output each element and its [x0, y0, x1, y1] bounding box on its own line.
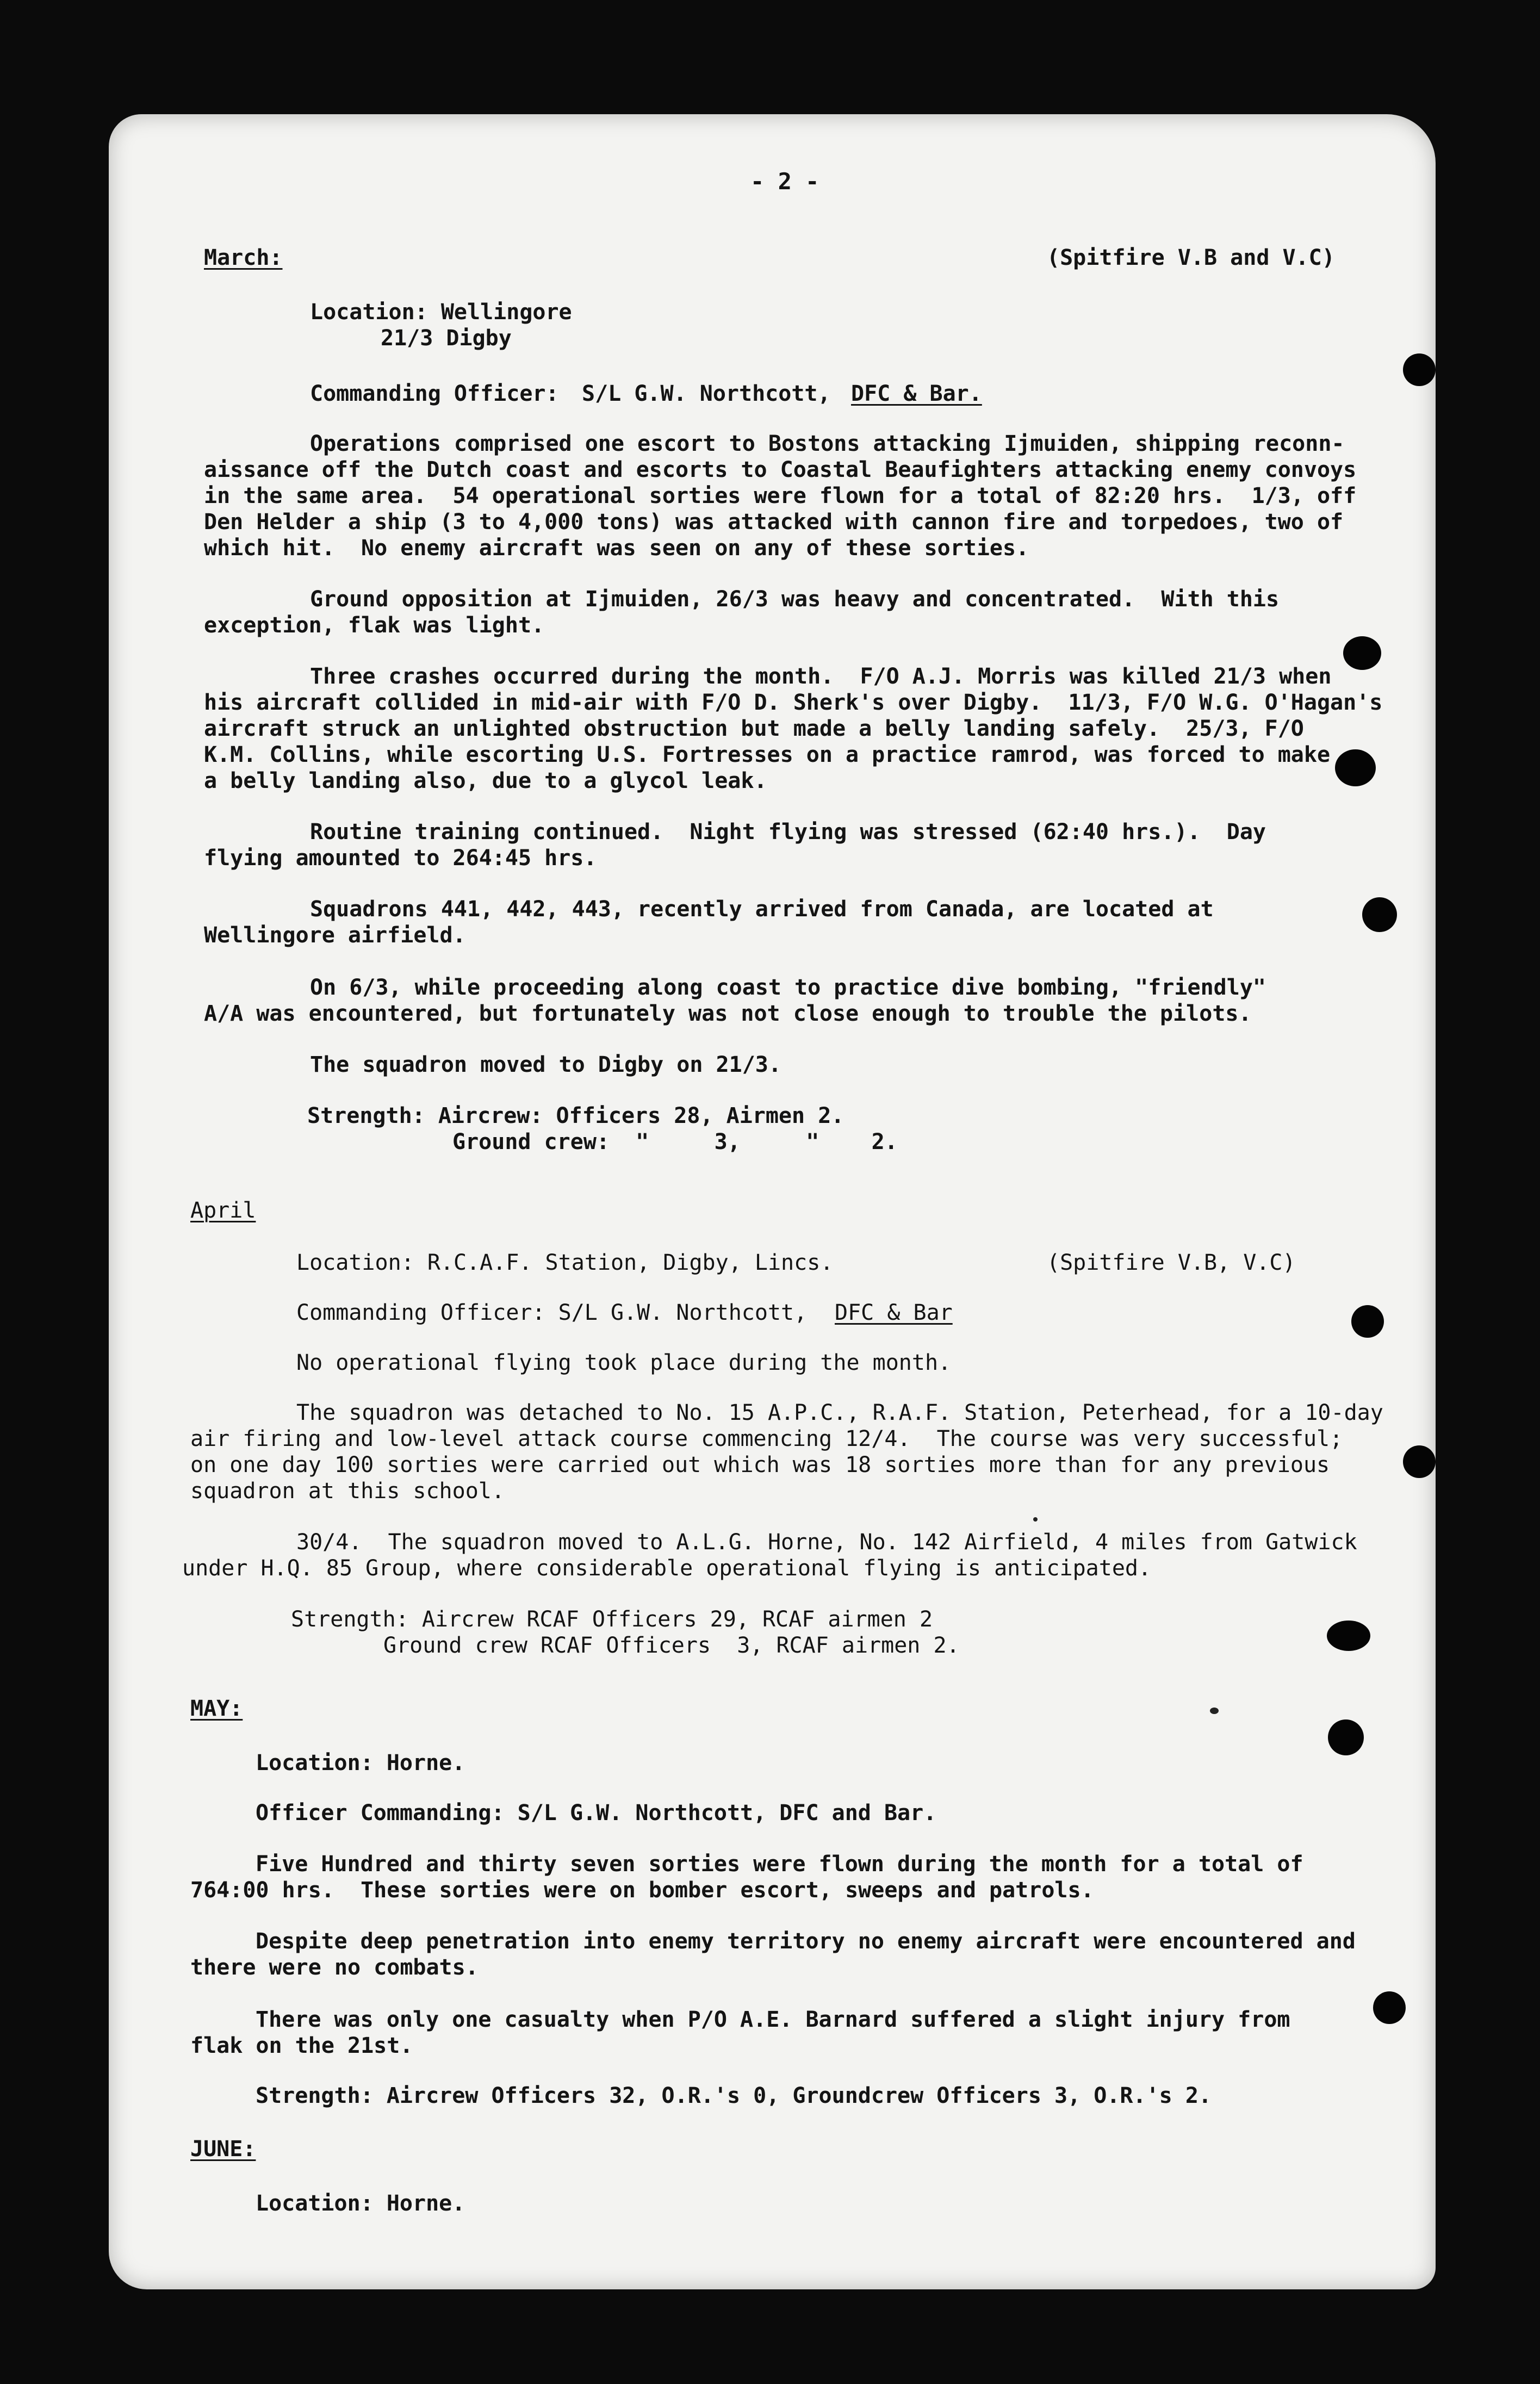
location-line-2: 21/3 Digby	[381, 326, 512, 351]
punch-hole	[1403, 353, 1436, 386]
ink-blot	[1343, 636, 1381, 670]
paragraph-line: Den Helder a ship (3 to 4,000 tons) was attacked with cannon fire and torpedoes, two of	[204, 510, 1344, 535]
paragraph-line: on one day 100 sorties were carried out which was 18 sorties more than for any previous	[190, 1452, 1330, 1477]
paragraph-line: K.M. Collins, while escorting U.S. Fortresses on a practice ramrod, was forced to make	[204, 742, 1331, 767]
strength-line-1: Strength: Aircrew: Officers 28, Airmen 2.	[307, 1103, 844, 1128]
commanding-officer-award: DFC & Bar	[835, 1300, 953, 1325]
punch-hole	[1328, 1719, 1364, 1755]
paragraph-line: aissance off the Dutch coast and escorts to Coastal Beaufighters attacking enemy convoys	[204, 457, 1357, 482]
section-heading-april: April	[190, 1198, 256, 1223]
section-heading-june: JUNE:	[190, 2137, 256, 2162]
paragraph-line: Ground opposition at Ijmuiden, 26/3 was heavy and concentrated. With this	[310, 587, 1280, 612]
speck	[1033, 1517, 1038, 1522]
location-line: Location: Horne.	[256, 2191, 465, 2216]
paragraph-line: a belly landing also, due to a glycol leak.	[204, 768, 767, 793]
punch-hole	[1351, 1305, 1384, 1338]
paragraph-line: Squadrons 441, 442, 443, recently arrived from Canada, are located at	[310, 897, 1214, 922]
paragraph-line: squadron at this school.	[190, 1479, 505, 1504]
paragraph-line: flying amounted to 264:45 hrs.	[204, 846, 597, 871]
paragraph-line: There was only one casualty when P/O A.E. Barnard suffered a slight injury from	[256, 2007, 1290, 2032]
location-line: Location: Horne.	[256, 1750, 465, 1775]
aircraft-type-april: (Spitfire V.B, V.C)	[1047, 1250, 1296, 1275]
paragraph-line: 30/4. The squadron moved to A.L.G. Horne, No. 142 Airfield, 4 miles from Gatwick	[296, 1530, 1357, 1555]
paragraph-line: air firing and low-level attack course commencing 12/4. The course was very successful;	[190, 1426, 1343, 1451]
paragraph-line: flak on the 21st.	[190, 2033, 413, 2058]
ink-blot	[1327, 1621, 1370, 1651]
punch-hole	[1403, 1445, 1436, 1478]
paragraph-line: which hit. No enemy aircraft was seen on any of these sorties.	[204, 536, 1029, 561]
paragraph-line: aircraft struck an unlighted obstruction but made a belly landing safely. 25/3, F/O	[204, 716, 1304, 741]
ink-blot	[1335, 749, 1376, 786]
section-heading-may: MAY:	[190, 1696, 243, 1721]
strength-line-2: Ground crew: " 3, " 2.	[452, 1129, 898, 1154]
paragraph-line: The squadron was detached to No. 15 A.P.C., R.A.F. Station, Peterhead, for a 10-day	[296, 1400, 1383, 1425]
commanding-officer-award: DFC & Bar.	[851, 381, 982, 406]
location-line-1: Location: Wellingore	[310, 300, 572, 325]
commanding-officer-name: S/L G.W. Northcott,	[582, 381, 831, 406]
paragraph-line: Five Hundred and thirty seven sorties were flown during the month for a total of	[256, 1852, 1303, 1877]
paragraph-line: there were no combats.	[190, 1955, 479, 1980]
location-line: Location: R.C.A.F. Station, Digby, Lincs.	[296, 1250, 834, 1275]
aircraft-type-march: (Spitfire V.B and V.C)	[1047, 245, 1335, 270]
strength-line-2: Ground crew RCAF Officers 3, RCAF airmen 2.	[383, 1633, 960, 1658]
document-page	[109, 114, 1436, 2289]
paragraph-line: 764:00 hrs. These sorties were on bomber escort, sweeps and patrols.	[190, 1878, 1094, 1903]
page-number: - 2 -	[750, 168, 819, 195]
paragraph-line: Despite deep penetration into enemy territory no enemy aircraft were encountered and	[256, 1929, 1356, 1954]
punch-hole	[1373, 1991, 1406, 2024]
ink-blot	[1362, 897, 1397, 932]
paragraph-line: in the same area. 54 operational sorties were flown for a total of 82:20 hrs. 1/3, off	[204, 483, 1357, 508]
commanding-officer-label: Commanding Officer:	[310, 381, 559, 406]
paragraph-line: Wellingore airfield.	[204, 923, 466, 948]
paragraph-line: No operational flying took place during the month.	[296, 1350, 952, 1375]
paragraph-line: A/A was encountered, but fortunately was not close enough to trouble the pilots.	[204, 1001, 1252, 1026]
paragraph-line: exception, flak was light.	[204, 613, 545, 638]
paragraph-line: On 6/3, while proceeding along coast to practice dive bombing, "friendly"	[310, 975, 1266, 1000]
section-heading-march: March:	[204, 245, 283, 270]
speck	[1210, 1708, 1219, 1714]
commanding-officer-label: Commanding Officer: S/L G.W. Northcott,	[296, 1300, 808, 1325]
paragraph-line: his aircraft collided in mid-air with F/O D. Sherk's over Digby. 11/3, F/O W.G. O'Hagan's	[204, 690, 1383, 715]
paragraph-line: Three crashes occurred during the month. F/O A.J. Morris was killed 21/3 when	[310, 664, 1332, 689]
officer-commanding-line: Officer Commanding: S/L G.W. Northcott, DFC and Bar.	[256, 1801, 937, 1826]
paragraph-line: The squadron moved to Digby on 21/3.	[310, 1052, 781, 1077]
paragraph-line: under H.Q. 85 Group, where considerable operational flying is anticipated.	[182, 1556, 1152, 1581]
strength-line: Strength: Aircrew Officers 32, O.R.'s 0, Groundcrew Officers 3, O.R.'s 2.	[256, 2083, 1212, 2108]
paragraph-line: Operations comprised one escort to Bostons attacking Ijmuiden, shipping reconn-	[310, 431, 1345, 456]
paragraph-line: Routine training continued. Night flying was stressed (62:40 hrs.). Day	[310, 819, 1266, 845]
strength-line-1: Strength: Aircrew RCAF Officers 29, RCAF airmen 2	[291, 1607, 933, 1632]
